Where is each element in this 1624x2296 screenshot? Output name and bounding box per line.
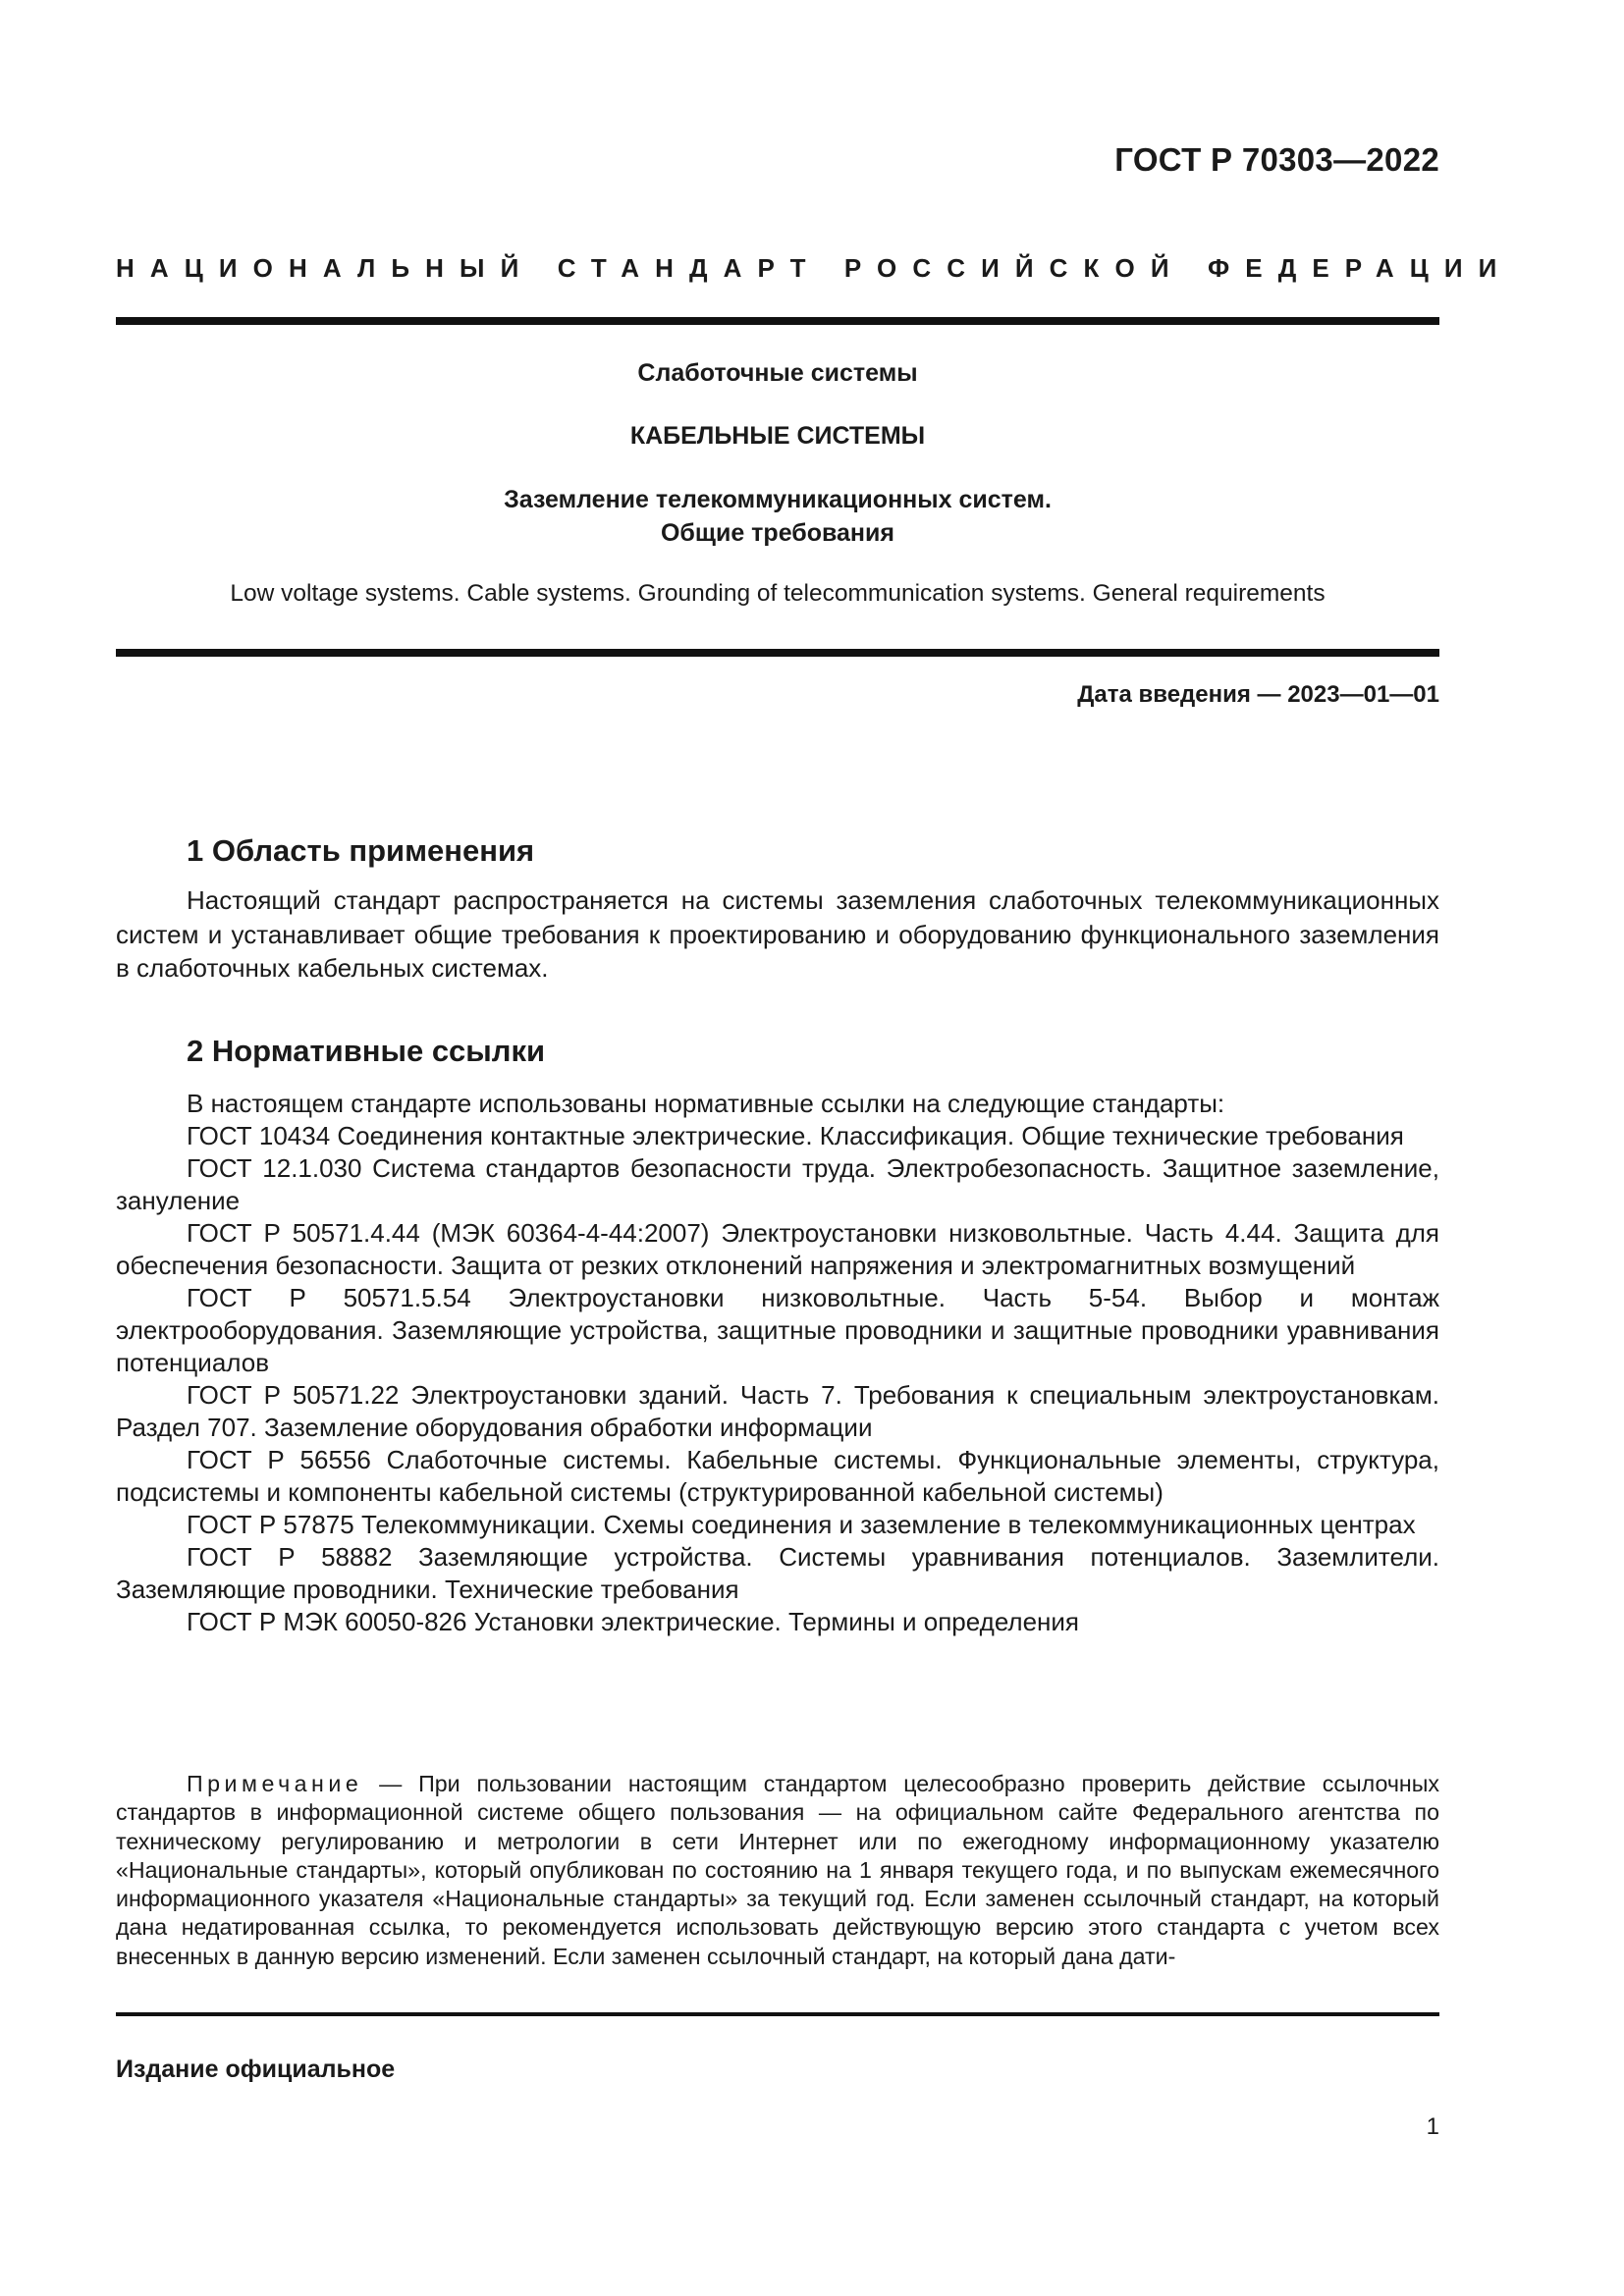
- official-edition-label: Издание официальное: [116, 2056, 396, 2083]
- title-subject: Слаботочные системы: [637, 359, 918, 387]
- reference-item: ГОСТ Р 58882 Заземляющие устройства. Системы уравнивания потенциалов. Заземлители. Заземляющие проводники. Технические требования: [116, 1542, 1439, 1604]
- references-note: [116, 1770, 1439, 1971]
- references-intro: В настоящем стандарте использованы нормативные ссылки на следующие стандарты:: [187, 1089, 1225, 1118]
- note-text: — При пользовании настоящим стандартом целесообразно проверить действие ссылочных стандартов в информационной системе общего пользования — на официальном сайте Федерального агентства по техническому регулированию и метрологии в сети Интернет или по ежегодному информационному указателю «Национальные стандарты», который опубликован по состоянию на 1 января текущего года, и по выпускам ежемесячного информационного указателя «Национальные стандарты» за текущий год. Если заменен ссылочный стандарт, на который дана недатированная ссылка, то рекомендуется использовать действующую версию этого стандарта с учетом всех внесенных в данную версию изменений. Если заменен ссылочный стандарт, на который дана дати-: [116, 1771, 1439, 1969]
- top-divider: [116, 317, 1439, 325]
- normative-references: [116, 1088, 1439, 1638]
- section-1-text: Настоящий стандарт распространяется на системы заземления слаботочных телекоммуникационных систем и устанавливает общие требования к проектированию и оборудованию функционального заземления в слаботочных кабельных системах.: [116, 885, 1439, 983]
- reference-item: ГОСТ Р 50571.5.54 Электроустановки низковольтные. Часть 5-54. Выбор и монтаж электрооборудования. Заземляющие устройства, защитные проводники и защитные проводники уравнивания потенциалов: [116, 1283, 1439, 1377]
- document-number: ГОСТ Р 70303—2022: [1114, 141, 1439, 178]
- title-main: КАБЕЛЬНЫЕ СИСТЕМЫ: [629, 422, 926, 450]
- reference-item: ГОСТ Р 50571.4.44 (МЭК 60364-4-44:2007) Электроустановки низковольтные. Часть 4.44. Защита для обеспечения безопасности. Защита от резких отклонений напряжения и электромагнитных возмущений: [116, 1218, 1439, 1280]
- page-number: 1: [1426, 2113, 1439, 2140]
- title-sub-line1: Заземление телекоммуникационных систем.: [504, 486, 1052, 513]
- middle-divider: [116, 649, 1439, 657]
- title-english: Low voltage systems. Cable systems. Grounding of telecommunication systems. General requirements: [230, 580, 1326, 607]
- reference-item: ГОСТ Р МЭК 60050-826 Установки электрические. Термины и определения: [187, 1607, 1080, 1636]
- title-sub-line2: Общие требования: [660, 518, 894, 547]
- section-2-heading: 2 Нормативные ссылки: [187, 1034, 546, 1068]
- national-standard-banner: НАЦИОНАЛЬНЫЙ СТАНДАРТ РОССИЙСКОЙ ФЕДЕРАЦИИ: [116, 253, 1513, 283]
- introduction-date: Дата введения — 2023—01—01: [1077, 681, 1439, 708]
- title-sub: [116, 484, 1439, 551]
- reference-item: ГОСТ Р 56556 Слаботочные системы. Кабельные системы. Функциональные элементы, структура, подсистемы и компоненты кабельной системы (структурированной кабельной системы): [116, 1445, 1439, 1507]
- section-1-heading: 1 Область применения: [187, 833, 535, 868]
- reference-item: ГОСТ 10434 Соединения контактные электрические. Классификация. Общие технические требования: [187, 1121, 1404, 1150]
- bottom-divider: [116, 2012, 1439, 2016]
- reference-item: ГОСТ 12.1.030 Система стандартов безопасности труда. Электробезопасность. Защитное заземление, зануление: [116, 1153, 1439, 1215]
- note-label: Примечание: [187, 1771, 363, 1796]
- reference-item: ГОСТ Р 57875 Телекоммуникации. Схемы соединения и заземление в телекоммуникационных центрах: [187, 1510, 1416, 1539]
- reference-item: ГОСТ Р 50571.22 Электроустановки зданий. Часть 7. Требования к специальным электроустановкам. Раздел 707. Заземление оборудования обработки информации: [116, 1380, 1439, 1442]
